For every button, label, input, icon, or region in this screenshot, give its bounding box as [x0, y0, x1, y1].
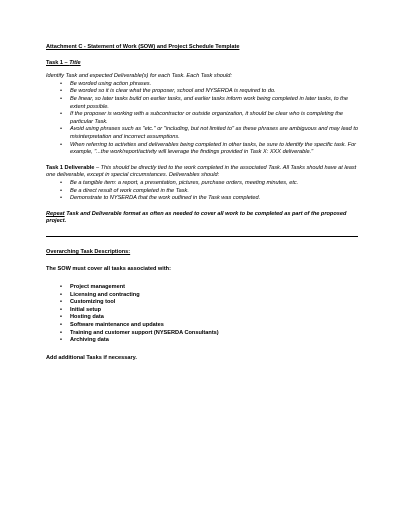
list-item: • Initial setup: [56, 307, 358, 315]
sow-intro: The SOW must cover all tasks associated with:: [46, 266, 171, 273]
repeat-instruction: [46, 211, 358, 226]
list-item: • Licensing and contracting: [56, 292, 358, 300]
task1-heading-title: Title: [69, 59, 81, 66]
list-item: • Archiving data: [56, 337, 358, 345]
deliverable-text: – This should be directly tied to the work completed in the associated Task. All Tasks should have at least one deliverable, except in special circumstances. Deliverables should:: [46, 164, 357, 179]
repeat-keyword: Repeat: [46, 210, 65, 217]
task-guidelines-list: [46, 81, 358, 157]
list-item: • Be linear, so later tasks build on earlier tasks, and earlier tasks inform work being completed in later tasks, to the extent possible.: [46, 96, 358, 111]
task1-heading-prefix: Task 1 –: [46, 59, 70, 66]
task-intro: Identify Task and expected Deliverable(s) for each Task. Each Task should:: [46, 73, 232, 80]
list-item: • Be worded so it is clear what the proposer, school and NYSERDA is required to do.: [46, 88, 358, 96]
list-item: • Customizing tool: [56, 299, 358, 307]
task1-heading: [46, 60, 358, 68]
deliverable-guidelines-list: [46, 180, 358, 203]
overarching-heading: Overarching Task Descriptions:: [46, 248, 131, 255]
deliverable-paragraph: [46, 165, 358, 180]
list-item: • Software maintenance and updates: [56, 322, 358, 330]
document-title: Attachment C - Statement of Work (SOW) and Project Schedule Template: [46, 44, 240, 50]
list-item: • Be a tangible item: a report, a presentation, pictures, purchase orders, meeting minutes, etc.: [46, 180, 358, 188]
list-item: • Avoid using phrases such as "etc." or "including, but not limited to" as these phrases are ambiguous and may lead to misinterpretation and incorrect assumptions.: [46, 126, 358, 141]
list-item: • Demonstrate to NYSERDA that the work outlined in the Task was completed.: [46, 195, 358, 203]
deliverable-label: Task 1 Deliverable: [46, 164, 95, 171]
list-item: • Hosting data: [56, 314, 358, 322]
repeat-text: Task and Deliverable format as often as needed to cover all work to be completed as part of the proposed project.: [46, 210, 347, 225]
document-body: [46, 44, 358, 362]
list-item: • Project management: [56, 284, 358, 292]
closing-note: Add additional Tasks if necessary.: [46, 354, 137, 361]
list-item: • When referring to activities and deliverables being completed in other tasks, be sure to identify the specific task. For example, "...the work/report/activity will leverage the findings provided in Task X: XXX deliverable.": [46, 142, 358, 157]
list-item: • If the proposer is working with a subcontractor or outside organization, it should be clear who is completing the particular Task.: [46, 111, 358, 126]
list-item: • Be worded using action phrases.: [46, 81, 358, 89]
list-item: • Training and customer support (NYSERDA Consultants): [56, 330, 358, 338]
sow-task-list: [46, 284, 358, 345]
list-item: • Be a direct result of work completed in the Task.: [46, 188, 358, 196]
